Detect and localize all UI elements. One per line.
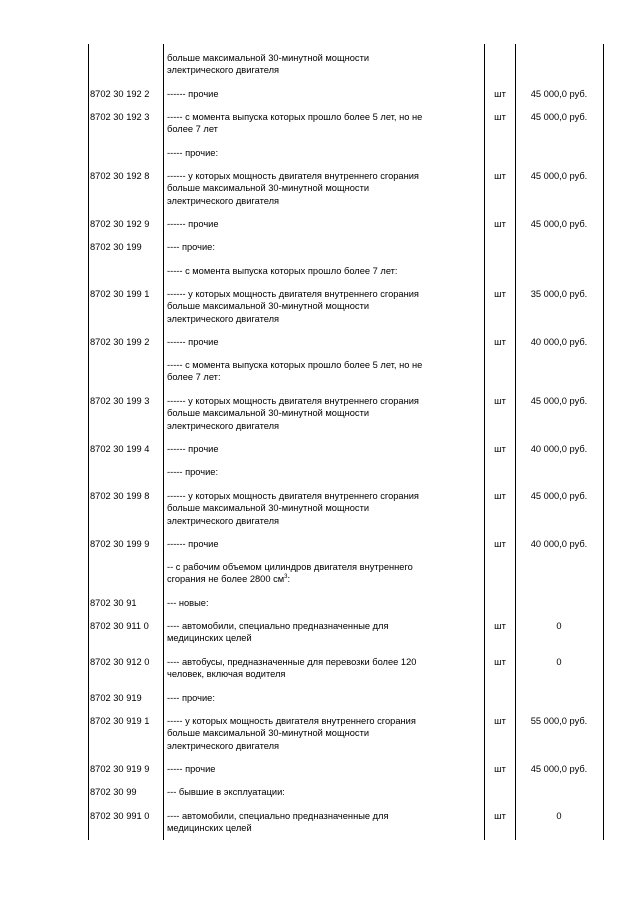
goods-description <box>167 359 477 384</box>
unit-of-measure: шт <box>494 811 506 821</box>
tariff-code: 8702 30 199 8 <box>90 491 150 501</box>
description-text: электрического двигателя <box>167 195 280 206</box>
description-text: человек, включая водителя <box>167 669 286 680</box>
goods-description <box>167 395 477 432</box>
description-text: ---- автомобили, специально предназначенные для <box>167 621 389 631</box>
goods-description <box>167 620 477 645</box>
duty-rate: 0 <box>556 811 562 821</box>
description-text: ------ у которых мощность двигателя внутреннего сгорания <box>167 491 419 501</box>
duty-rate: 45 000,0 руб. <box>530 89 588 99</box>
description-text: ------ прочие <box>167 539 219 549</box>
goods-description <box>167 147 477 159</box>
tariff-code: 8702 30 991 0 <box>90 811 150 821</box>
description-text: ----- с момента выпуска которых прошло более 5 лет, но не <box>167 112 423 122</box>
goods-description <box>167 692 477 704</box>
tariff-code: 8702 30 199 3 <box>90 396 150 406</box>
unit-of-measure: шт <box>494 621 506 631</box>
description-line <box>167 822 477 834</box>
description-text: --- новые: <box>167 598 209 608</box>
description-line <box>167 515 477 527</box>
description-line <box>167 740 477 752</box>
description-text: -- с рабочим объемом цилиндров двигателя внутреннего <box>167 562 413 572</box>
goods-description <box>167 52 477 77</box>
tariff-code: 8702 30 199 2 <box>90 337 150 347</box>
duty-rate: 40 000,0 руб. <box>530 337 588 347</box>
goods-description <box>167 597 477 609</box>
description-text: электрического двигателя <box>167 515 280 526</box>
description-line <box>167 395 477 407</box>
goods-description <box>167 538 477 550</box>
goods-description <box>167 336 477 348</box>
goods-description <box>167 111 477 136</box>
description-line <box>167 371 477 383</box>
description-suffix: : <box>287 574 291 585</box>
description-text: ------ прочие <box>167 337 219 347</box>
goods-description <box>167 763 477 775</box>
goods-description <box>167 288 477 325</box>
description-line <box>167 561 477 573</box>
description-line <box>167 111 477 123</box>
description-line <box>167 359 477 371</box>
goods-description <box>167 561 477 586</box>
description-text: электрического двигателя <box>167 65 280 76</box>
tariff-code: 8702 30 912 0 <box>90 657 150 667</box>
description-line <box>167 620 477 632</box>
goods-description <box>167 170 477 207</box>
description-text: ----- прочие: <box>167 467 219 477</box>
tariff-code: 8702 30 199 9 <box>90 539 150 549</box>
table-border-right <box>603 44 604 840</box>
description-line <box>167 692 477 704</box>
description-line <box>167 147 477 159</box>
description-text: ------ прочие <box>167 89 219 99</box>
unit-of-measure: шт <box>494 657 506 667</box>
goods-description <box>167 656 477 681</box>
description-text: ---- автомобили, специально предназначенные для <box>167 811 389 821</box>
tariff-code: 8702 30 192 8 <box>90 171 150 181</box>
description-text: сгорания не более 2800 см <box>167 574 285 585</box>
unit-of-measure: шт <box>494 396 506 406</box>
description-line <box>167 123 477 135</box>
description-line <box>167 538 477 550</box>
unit-of-measure: шт <box>494 337 506 347</box>
description-text: ------ у которых мощность двигателя внутреннего сгорания <box>167 171 419 181</box>
description-line <box>167 786 477 798</box>
description-text: ----- с момента выпуска которых прошло более 7 лет: <box>167 266 398 276</box>
goods-description <box>167 241 477 253</box>
description-text: электрического двигателя <box>167 740 280 751</box>
unit-of-measure: шт <box>494 491 506 501</box>
description-line <box>167 195 477 207</box>
goods-description <box>167 786 477 798</box>
description-line <box>167 241 477 253</box>
description-text: ------ прочие <box>167 444 219 454</box>
description-text: ------ прочие <box>167 219 219 229</box>
description-line <box>167 336 477 348</box>
duty-rate: 40 000,0 руб. <box>530 444 588 454</box>
description-line <box>167 170 477 182</box>
description-line <box>167 656 477 668</box>
tariff-code: 8702 30 199 <box>90 242 142 252</box>
description-text: ------ у которых мощность двигателя внутреннего сгорания <box>167 396 419 406</box>
tariff-code: 8702 30 192 9 <box>90 219 150 229</box>
description-line <box>167 313 477 325</box>
description-text: ----- прочие <box>167 764 216 774</box>
description-line <box>167 763 477 775</box>
description-line <box>167 597 477 609</box>
unit-of-measure: шт <box>494 289 506 299</box>
tariff-code: 8702 30 192 3 <box>90 112 150 122</box>
description-text: ----- у которых мощность двигателя внутреннего сгорания <box>167 716 416 726</box>
duty-rate: 40 000,0 руб. <box>530 539 588 549</box>
description-text: ---- автобусы, предназначенные для перевозки более 120 <box>167 657 417 667</box>
description-text: больше максимальной 30-минутной мощности <box>167 183 370 194</box>
goods-description <box>167 88 477 100</box>
description-line <box>167 668 477 680</box>
superscript: 3 <box>284 574 288 581</box>
duty-rate: 0 <box>556 657 562 667</box>
unit-of-measure: шт <box>494 539 506 549</box>
description-line <box>167 52 477 64</box>
duty-rate: 45 000,0 руб. <box>530 219 588 229</box>
tariff-code: 8702 30 911 0 <box>90 621 149 631</box>
description-text: больше максимальной 30-минутной мощности <box>167 728 370 739</box>
goods-description <box>167 443 477 455</box>
description-text: --- бывшие в эксплуатации: <box>167 787 285 797</box>
goods-description <box>167 490 477 527</box>
description-text: ----- с момента выпуска которых прошло более 5 лет, но не <box>167 360 423 370</box>
description-text: электрического двигателя <box>167 313 280 324</box>
tariff-code: 8702 30 919 <box>90 693 142 703</box>
unit-of-measure: шт <box>494 716 506 726</box>
description-text: более 7 лет <box>167 124 218 135</box>
description-text: ----- прочие: <box>167 148 219 158</box>
duty-rate: 45 000,0 руб. <box>530 396 588 406</box>
duty-rate: 45 000,0 руб. <box>530 171 588 181</box>
description-line <box>167 443 477 455</box>
column-divider-code <box>163 44 164 840</box>
duty-rate: 0 <box>556 621 562 631</box>
tariff-code: 8702 30 199 1 <box>90 289 150 299</box>
description-text: больше максимальной 30-минутной мощности <box>167 53 370 63</box>
description-line <box>167 182 477 194</box>
tariff-code: 8702 30 919 1 <box>90 716 150 726</box>
duty-rate: 45 000,0 руб. <box>530 491 588 501</box>
description-text: более 7 лет: <box>167 372 221 383</box>
description-line <box>167 490 477 502</box>
description-text: медицинских целей <box>167 823 252 834</box>
description-line <box>167 632 477 644</box>
description-text: ------ у которых мощность двигателя внутреннего сгорания <box>167 289 419 299</box>
duty-rate: 45 000,0 руб. <box>530 112 588 122</box>
unit-of-measure: шт <box>494 112 506 122</box>
tariff-code: 8702 30 99 <box>90 787 137 797</box>
goods-description <box>167 715 477 752</box>
unit-of-measure: шт <box>494 89 506 99</box>
description-line <box>167 715 477 727</box>
tariff-code: 8702 30 91 <box>90 598 137 608</box>
description-text: ---- прочие: <box>167 242 215 252</box>
description-line <box>167 288 477 300</box>
description-line <box>167 573 477 585</box>
description-line <box>167 466 477 478</box>
unit-of-measure: шт <box>494 764 506 774</box>
description-line <box>167 420 477 432</box>
tariff-code: 8702 30 199 4 <box>90 444 150 454</box>
duty-rate: 55 000,0 руб. <box>530 716 588 726</box>
description-line <box>167 727 477 739</box>
duty-rate: 45 000,0 руб. <box>530 764 588 774</box>
goods-description <box>167 218 477 230</box>
unit-of-measure: шт <box>494 171 506 181</box>
description-line <box>167 810 477 822</box>
description-line <box>167 64 477 76</box>
description-line <box>167 88 477 100</box>
description-text: больше максимальной 30-минутной мощности <box>167 301 370 312</box>
goods-description <box>167 810 477 835</box>
table-border-left <box>88 44 89 840</box>
description-line <box>167 218 477 230</box>
tariff-code: 8702 30 192 2 <box>90 89 150 99</box>
goods-description <box>167 265 477 277</box>
unit-of-measure: шт <box>494 219 506 229</box>
description-text: электрического двигателя <box>167 420 280 431</box>
unit-of-measure: шт <box>494 444 506 454</box>
tariff-code: 8702 30 919 9 <box>90 764 150 774</box>
description-line <box>167 502 477 514</box>
description-line <box>167 407 477 419</box>
goods-description <box>167 466 477 478</box>
duty-rate: 35 000,0 руб. <box>530 289 588 299</box>
description-text: больше максимальной 30-минутной мощности <box>167 503 370 514</box>
description-line <box>167 265 477 277</box>
description-text: ---- прочие: <box>167 693 215 703</box>
description-line <box>167 300 477 312</box>
description-text: больше максимальной 30-минутной мощности <box>167 408 370 419</box>
description-text: медицинских целей <box>167 633 252 644</box>
